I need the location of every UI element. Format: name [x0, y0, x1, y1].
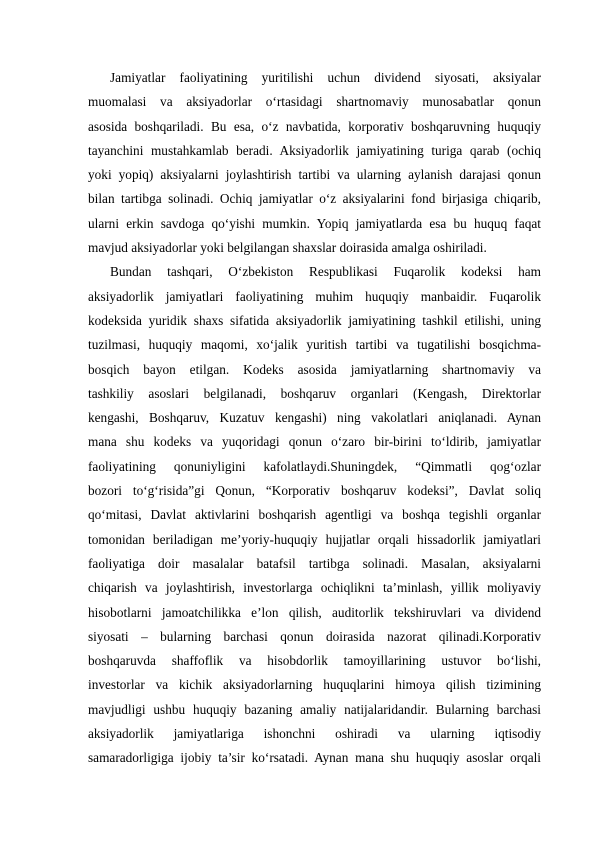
- text-line: tashkiliy asoslari belgilanadi, boshqaruv organlari (Kengash, Direktorlar: [88, 385, 541, 401]
- paragraph-1: [88, 66, 541, 260]
- text-line: Bundan tashqari, O‘zbekiston Respublikasi Fuqarolik kodeksi ham: [110, 264, 541, 280]
- text-line: investorlar va kichik aksiyadorlarning huquqlarini himoya qilish tizimining: [88, 677, 541, 693]
- text-line: yoki yopiq) aksiyalarni joylashtirish tartibi va ularning aylanish darajasi qonun: [88, 167, 541, 183]
- text-line: siyosati – bularning barchasi qonun doirasida nazorat qilinadi.Korporativ: [88, 628, 541, 644]
- document-page: [88, 66, 541, 771]
- text-line: faoliyatiga doir masalalar batafsil tartibga solinadi. Masalan, aksiyalarni: [88, 555, 541, 571]
- text-line: kodeksida yuridik shaxs sifatida aksiyadorlik jamiyatining tashkil etilishi, uning: [88, 312, 541, 328]
- text-line: faoliyatining qonuniyligini kafolatlaydi.Shuningdek, “Qimmatli qog‘ozlar: [88, 458, 541, 474]
- text-line: ularni erkin savdoga qo‘yishi mumkin. Yopiq jamiyatlarda esa bu huquq faqat: [88, 215, 541, 231]
- text-line: muomalasi va aksiyadorlar o‘rtasidagi shartnomaviy munosabatlar qonun: [88, 94, 541, 110]
- text-line: bozori to‘g‘risida”gi Qonun, “Korporativ boshqaruv kodeksi”, Davlat soliq: [88, 483, 541, 499]
- text-line: mavjudligi ushbu huquqiy bazaning amaliy natijalaridandir. Bularning barchasi: [88, 701, 541, 717]
- text-line: qo‘mitasi, Davlat aktivlarini boshqarish agentligi va boshqa tegishli organlar: [88, 507, 541, 523]
- text-line: asosida boshqariladi. Bu esa, o‘z navbatida, korporativ boshqaruvning huquqiy: [88, 118, 541, 134]
- text-line: hisobotlarni jamoatchilikka e’lon qilish, auditorlik tekshiruvlari va dividend: [88, 604, 541, 620]
- text-line: tomonidan beriladigan me’yoriy-huquqiy hujjatlar orqali hissadorlik jamiyatlari: [88, 531, 541, 547]
- text-line: samaradorligiga ijobiy ta’sir ko‘rsatadi. Aynan mana shu huquqiy asoslar orqali: [88, 750, 541, 766]
- text-line: kengashi, Boshqaruv, Kuzatuv kengashi) ning vakolatlari aniqlanadi. Aynan: [88, 410, 541, 426]
- text-line: mavjud aksiyadorlar yoki belgilangan shaxslar doirasida amalga oshiriladi.: [88, 240, 487, 256]
- text-line: aksiyadorlik jamiyatlari faoliyatining muhim huquqiy manbaidir. Fuqarolik: [88, 288, 541, 304]
- text-line: boshqaruvda shaffoflik va hisobdorlik tamoyillarining ustuvor bo‘lishi,: [88, 653, 541, 669]
- text-line: aksiyadorlik jamiyatlariga ishonchni oshiradi va ularning iqtisodiy: [88, 726, 541, 742]
- text-line: bilan tartibga solinadi. Ochiq jamiyatlar o‘z aksiyalarini fond birjasiga chiqarib,: [88, 191, 541, 207]
- text-line: bosqich bayon etilgan. Kodeks asosida jamiyatlarning shartnomaviy va: [88, 361, 541, 377]
- text-line: tayanchini mustahkamlab beradi. Aksiyadorlik jamiyatining turiga qarab (ochiq: [88, 142, 541, 158]
- text-line: mana shu kodeks va yuqoridagi qonun o‘zaro bir-birini to‘ldirib, jamiyatlar: [88, 434, 541, 450]
- text-line: chiqarish va joylashtirish, investorlarga ochiqlikni ta’minlash, yillik moliyaviy: [88, 580, 541, 596]
- text-line: tuzilmasi, huquqiy maqomi, xo‘jalik yuritish tartibi va tugatilishi bosqichma-: [88, 337, 541, 353]
- paragraph-2: [88, 260, 541, 770]
- text-line: Jamiyatlar faoliyatining yuritilishi uchun dividend siyosati, aksiyalar: [110, 70, 541, 85]
